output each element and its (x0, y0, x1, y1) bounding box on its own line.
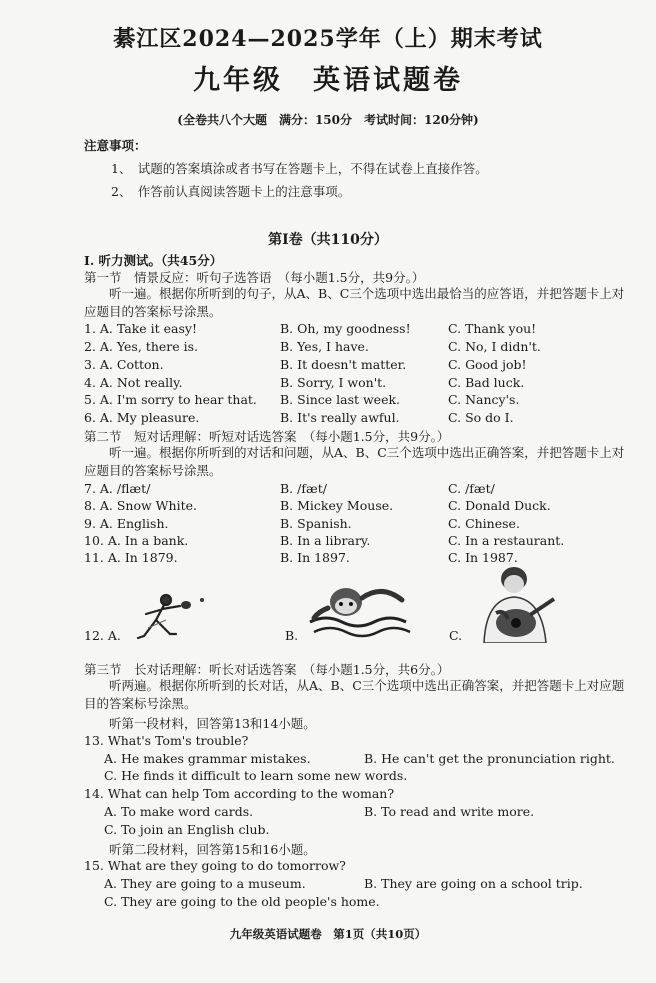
q11-option-a: 11. A. In 1879. (84, 550, 178, 565)
part1-title: I. 听力测试。（共45分） (84, 253, 223, 268)
sec3-material1: 听第一段材料，回答第13和14小题。 (109, 716, 316, 731)
q13-option-a: A. He makes grammar mistakes. (104, 751, 311, 766)
q5-option-c: C. Nancy's. (448, 392, 520, 407)
q8-option-a: 8. A. Snow White. (84, 498, 197, 513)
q4-option-b: B. Sorry, I won't. (280, 375, 387, 390)
q5-option-b: B. Since last week. (280, 392, 401, 407)
q6-option-a: 6. A. My pleasure. (84, 410, 200, 425)
sec1-instruction: 听一遍。根据你所听到的句子，从A、B、C三个选项中选出最恰当的应答语，并把答题卡上对应题目的答案标号涂黑。 (84, 286, 625, 319)
sec3-material2: 听第二段材料，回答第15和16小题。 (109, 842, 316, 857)
exam-subtitle: (全卷共八个大题 满分：150分 考试时间：120分钟) (177, 113, 479, 127)
q7-option-c: C. /fæt/ (448, 481, 495, 496)
q9-option-a: 9. A. English. (84, 516, 169, 531)
q15-stem: 15. What are they going to do tomorrow? (84, 858, 346, 873)
q1-option-a: 1. A. Take it easy! (84, 321, 197, 336)
q14-stem: 14. What can help Tom according to the woman? (84, 786, 395, 801)
q7-option-a: 7. A. /flæt/ (84, 481, 151, 496)
q15-option-b: B. They are going on a school trip. (364, 876, 583, 891)
q15-option-c: C. They are going to the old people's home. (104, 894, 380, 909)
q11-option-b: B. In 1897. (280, 550, 350, 565)
q13-stem: 13. What's Tom's trouble? (84, 733, 249, 748)
q1-option-b: B. Oh, my goodness! (280, 321, 411, 336)
q14-option-c: C. To join an English club. (104, 822, 270, 837)
q13-option-c: C. He finds it difficult to learn some new words. (104, 768, 408, 783)
q10-option-c: C. In a restaurant. (448, 533, 565, 548)
notes-label: 注意事项： (84, 138, 147, 153)
q2-option-b: B. Yes, I have. (280, 339, 369, 354)
q9-option-b: B. Spanish. (280, 516, 352, 531)
q12-option-a: 12. A. (84, 628, 121, 643)
note-item-1: 1、 试题的答案填涂或者书写在答题卡上，不得在试卷上直接作答。 (111, 161, 488, 176)
q1-option-c: C. Thank you! (448, 321, 537, 336)
sec3-heading: 第三节 长对话理解：听长对话选答案 （每小题1.5分，共6分。） (84, 662, 450, 677)
q13-option-b: B. He can't get the pronunciation right. (364, 751, 615, 766)
swimmer-icon (306, 578, 418, 640)
table-tennis-player-icon (118, 590, 210, 642)
q3-option-c: C. Good job! (448, 357, 527, 372)
q15-option-a: A. They are going to a museum. (104, 876, 306, 891)
q6-option-c: C. So do I. (448, 410, 514, 425)
q10-option-b: B. In a library. (280, 533, 371, 548)
q9-option-c: C. Chinese. (448, 516, 520, 531)
q2-option-c: C. No, I didn't. (448, 339, 541, 354)
q11-option-c: C. In 1987. (448, 550, 518, 565)
q10-option-a: 10. A. In a bank. (84, 533, 189, 548)
q12-option-c: C. (449, 628, 463, 643)
q4-option-c: C. Bad luck. (448, 375, 525, 390)
q12-option-b: B. (285, 628, 299, 643)
exam-title-line2: 九年级 英语试题卷 (193, 65, 463, 96)
sec2-instruction: 听一遍。根据你所听到的对话和问题，从A、B、C三个选项中选出正确答案，并把答题卡上对应题目的答案标号涂黑。 (84, 445, 625, 478)
q14-option-a: A. To make word cards. (104, 804, 254, 819)
q3-option-a: 3. A. Cotton. (84, 357, 164, 372)
page-footer: 九年级英语试题卷 第1页（共10页） (229, 927, 427, 941)
q2-option-a: 2. A. Yes, there is. (84, 339, 199, 354)
q5-option-a: 5. A. I'm sorry to hear that. (84, 392, 257, 407)
q6-option-b: B. It's really awful. (280, 410, 400, 425)
q4-option-a: 4. A. Not really. (84, 375, 183, 390)
sec2-heading: 第二节 短对话理解：听短对话选答案 （每小题1.5分，共9分。） (84, 429, 450, 444)
exam-title-line1: 綦江区2024—2025学年（上）期末考试 (113, 26, 543, 52)
q14-option-b: B. To read and write more. (364, 804, 535, 819)
q8-option-b: B. Mickey Mouse. (280, 498, 394, 513)
note-item-2: 2、 作答前认真阅读答题卡上的注意事项。 (111, 184, 351, 199)
q3-option-b: B. It doesn't matter. (280, 357, 407, 372)
sec1-heading: 第一节 情景反应：听句子选答语 （每小题1.5分，共9分。） (84, 270, 425, 285)
sec3-instruction: 听两遍。根据你所听到的长对话，从A、B、C三个选项中选出正确答案，并把答题卡上对应题目的答案标号涂黑。 (84, 678, 625, 711)
guitar-player-icon (470, 565, 558, 643)
volume-title: 第Ⅰ卷（共110分） (268, 232, 388, 248)
q7-option-b: B. /fæt/ (280, 481, 327, 496)
q8-option-c: C. Donald Duck. (448, 498, 551, 513)
